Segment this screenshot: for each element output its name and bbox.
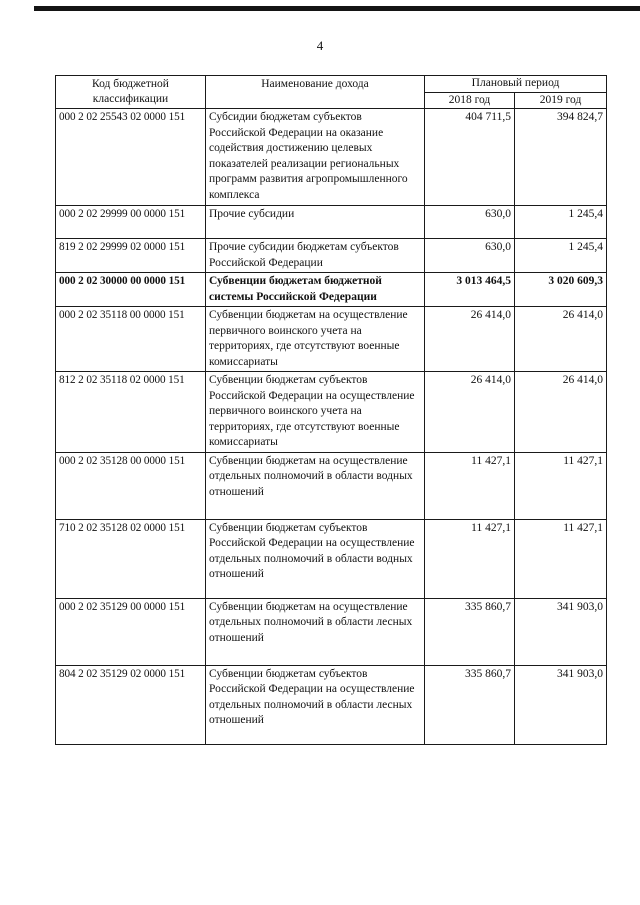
table-row: [56, 372, 607, 453]
row-value-2019: 1 245,4: [515, 239, 607, 273]
row-value-2019: 1 245,4: [515, 206, 607, 239]
table-row: [56, 665, 607, 744]
row-value-2019: 3 020 609,3: [515, 273, 607, 307]
row-name: Субвенции бюджетам на осуществление отдельных полномочий в области лесных отношений: [206, 598, 425, 665]
row-code: 812 2 02 35118 02 0000 151: [56, 372, 206, 453]
table-row: [56, 519, 607, 598]
row-name: Прочие субсидии бюджетам субъектов Российской Федерации: [206, 239, 425, 273]
row-code: 710 2 02 35128 02 0000 151: [56, 519, 206, 598]
table-row: [56, 598, 607, 665]
row-name: Субвенции бюджетам субъектов Российской Федерации на осуществление отдельных полномочий в области водных отношений: [206, 519, 425, 598]
row-name: Субвенции бюджетам на осуществление первичного воинского учета на территориях, где отсутствуют военные комиссариаты: [206, 307, 425, 372]
row-value-2018: 11 427,1: [425, 519, 515, 598]
row-value-2018: 3 013 464,5: [425, 273, 515, 307]
row-code: 000 2 02 30000 00 0000 151: [56, 273, 206, 307]
row-value-2018: 404 711,5: [425, 109, 515, 206]
row-value-2019: 11 427,1: [515, 519, 607, 598]
row-value-2018: 335 860,7: [425, 665, 515, 744]
table-row: [56, 109, 607, 206]
row-name: Субсидии бюджетам субъектов Российской Федерации на оказание содействия достижению целевых показателей реализации региональных программ развития агропромышленного комплекса: [206, 109, 425, 206]
row-name: Субвенции бюджетам субъектов Российской Федерации на осуществление первичного воинского учета на территориях, где отсутствуют военные комиссариаты: [206, 372, 425, 453]
row-code: 819 2 02 29999 02 0000 151: [56, 239, 206, 273]
row-value-2019: 341 903,0: [515, 665, 607, 744]
row-code: 000 2 02 25543 02 0000 151: [56, 109, 206, 206]
row-value-2019: 26 414,0: [515, 307, 607, 372]
row-value-2018: 335 860,7: [425, 598, 515, 665]
row-value-2018: 630,0: [425, 239, 515, 273]
row-name: Субвенции бюджетам субъектов Российской Федерации на осуществление отдельных полномочий в области лесных отношений: [206, 665, 425, 744]
table-row: [56, 239, 607, 273]
header-year-2019: 2019 год: [515, 92, 607, 109]
row-value-2019: 26 414,0: [515, 372, 607, 453]
table-row: [56, 452, 607, 519]
row-value-2018: 26 414,0: [425, 372, 515, 453]
row-value-2018: 26 414,0: [425, 307, 515, 372]
header-period: Плановый период: [425, 76, 607, 93]
row-code: 000 2 02 35129 00 0000 151: [56, 598, 206, 665]
top-rule: [34, 6, 640, 11]
budget-table: [55, 75, 607, 745]
page-number: 4: [316, 38, 324, 53]
row-name: Субвенции бюджетам на осуществление отдельных полномочий в области водных отношений: [206, 452, 425, 519]
row-code: 000 2 02 35128 00 0000 151: [56, 452, 206, 519]
row-value-2019: 341 903,0: [515, 598, 607, 665]
row-name: Субвенции бюджетам бюджетной системы Российской Федерации: [206, 273, 425, 307]
row-value-2019: 11 427,1: [515, 452, 607, 519]
header-year-2018: 2018 год: [425, 92, 515, 109]
row-code: 000 2 02 29999 00 0000 151: [56, 206, 206, 239]
table-row: [56, 273, 607, 307]
row-name: Прочие субсидии: [206, 206, 425, 239]
row-code: 000 2 02 35118 00 0000 151: [56, 307, 206, 372]
header-code: Код бюджетной классификации: [56, 76, 206, 109]
header-name: Наименование дохода: [206, 76, 425, 109]
row-value-2018: 630,0: [425, 206, 515, 239]
table-row: [56, 206, 607, 239]
row-code: 804 2 02 35129 02 0000 151: [56, 665, 206, 744]
table-row: [56, 307, 607, 372]
row-value-2018: 11 427,1: [425, 452, 515, 519]
row-value-2019: 394 824,7: [515, 109, 607, 206]
